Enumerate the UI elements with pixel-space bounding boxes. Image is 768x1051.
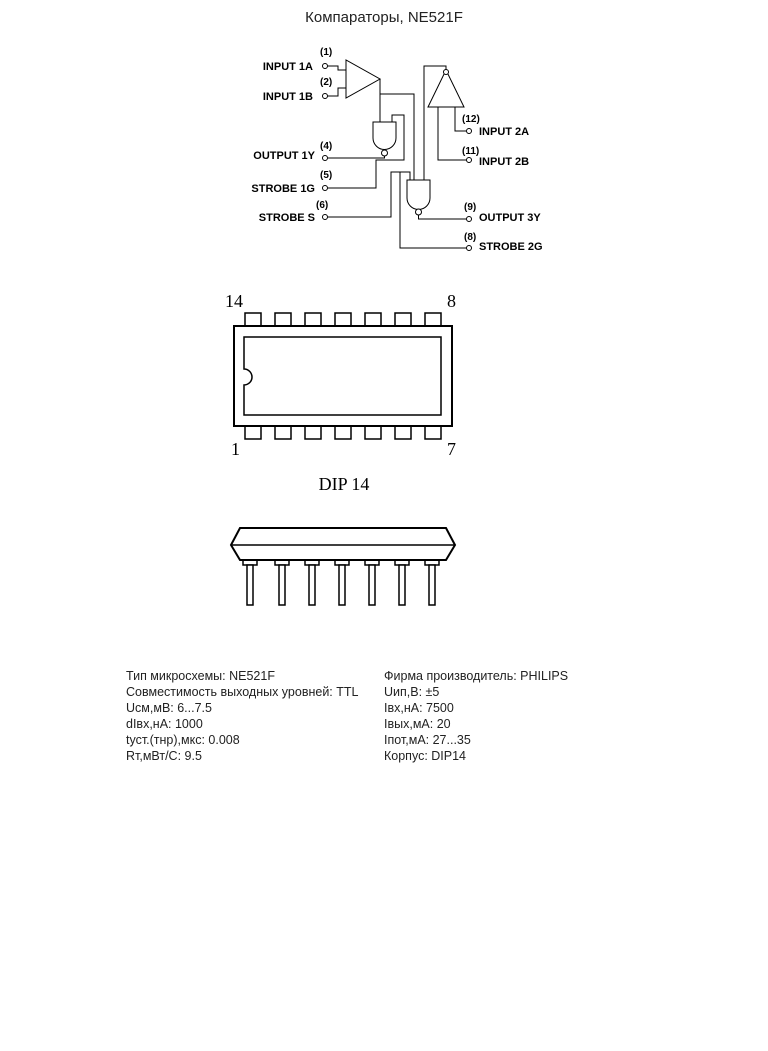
pin-5-label: STROBE 1G: [251, 183, 315, 195]
pin-terminal-4: [323, 156, 328, 161]
spec-settling-time: tуст.(тнр),мкс: 0.008: [126, 733, 240, 747]
dip-top-view: [234, 313, 452, 439]
pin-9-label: OUTPUT 3Y: [479, 212, 541, 224]
pin-4-number: (4): [320, 141, 333, 152]
pin-number-14: 14: [225, 291, 243, 311]
pin-8-label: STROBE 2G: [479, 241, 543, 253]
pin-terminal-9: [467, 217, 472, 222]
spec-offset-voltage: Uсм,мВ: 6...7.5: [126, 701, 212, 715]
pin-11-number: (11): [462, 146, 480, 157]
specs-left: [126, 668, 384, 764]
pin-terminal-1: [323, 64, 328, 69]
pin-8-number: (8): [464, 232, 477, 243]
spec-supply-voltage: Uип,В: ±5: [384, 685, 440, 699]
spec-output-compat: Совместимость выходных уровней: TTL: [126, 685, 359, 699]
pin-terminal-11: [467, 158, 472, 163]
pin-1-label: INPUT 1A: [262, 61, 313, 73]
pin-5-number: (5): [320, 170, 333, 181]
pin-6-number: (6): [316, 200, 329, 211]
dip-side-view: [231, 528, 455, 605]
gate-2-bubble: [416, 209, 422, 215]
schematic: [323, 60, 472, 251]
pin-1-number: (1): [320, 47, 333, 58]
pin-terminal-12: [467, 129, 472, 134]
page-title: Компараторы, NE521F: [305, 9, 463, 26]
spec-type: Тип микросхемы: NE521F: [126, 669, 275, 683]
dip-side-body: [231, 528, 455, 560]
pin-4-label: OUTPUT 1Y: [253, 150, 315, 162]
gate-1-bubble: [382, 150, 388, 156]
pin-11-label: INPUT 2B: [479, 156, 530, 168]
gate-2: [407, 180, 430, 210]
pin-12-number: (12): [462, 114, 480, 125]
spec-supply-current: Iпот,мА: 27...35: [384, 733, 471, 747]
spec-input-offset-current: dIвх,нА: 1000: [126, 717, 203, 731]
comparator-1: [346, 60, 380, 98]
spec-package: Корпус: DIP14: [384, 749, 467, 763]
spec-manufacturer: Фирма производитель: PHILIPS: [384, 669, 569, 683]
pin-9-number: (9): [464, 202, 477, 213]
pin-12-label: INPUT 2A: [479, 126, 530, 138]
pin-terminal-2: [323, 94, 328, 99]
package-name: DIP 14: [318, 474, 370, 494]
dip-notch-outline: [244, 337, 441, 415]
pin-terminal-6: [323, 215, 328, 220]
pin-2-label: INPUT 1B: [262, 91, 313, 103]
specs-right: [384, 668, 644, 764]
pin-6-label: STROBE S: [258, 212, 315, 224]
gate-1: [373, 122, 396, 150]
pin-2-number: (2): [320, 77, 333, 88]
comparator-2: [428, 70, 464, 107]
pin-terminal-8: [467, 246, 472, 251]
spec-input-current: Iвх,нА: 7500: [384, 701, 454, 715]
spec-thermal-resistance: Rт,мВт/С: 9.5: [126, 749, 202, 763]
pin-number-8: 8: [447, 291, 456, 311]
pin-number-7: 7: [447, 439, 456, 459]
pin-terminal-5: [323, 186, 328, 191]
pin-number-1: 1: [231, 439, 240, 459]
spec-output-current: Iвых,мА: 20: [384, 717, 451, 731]
